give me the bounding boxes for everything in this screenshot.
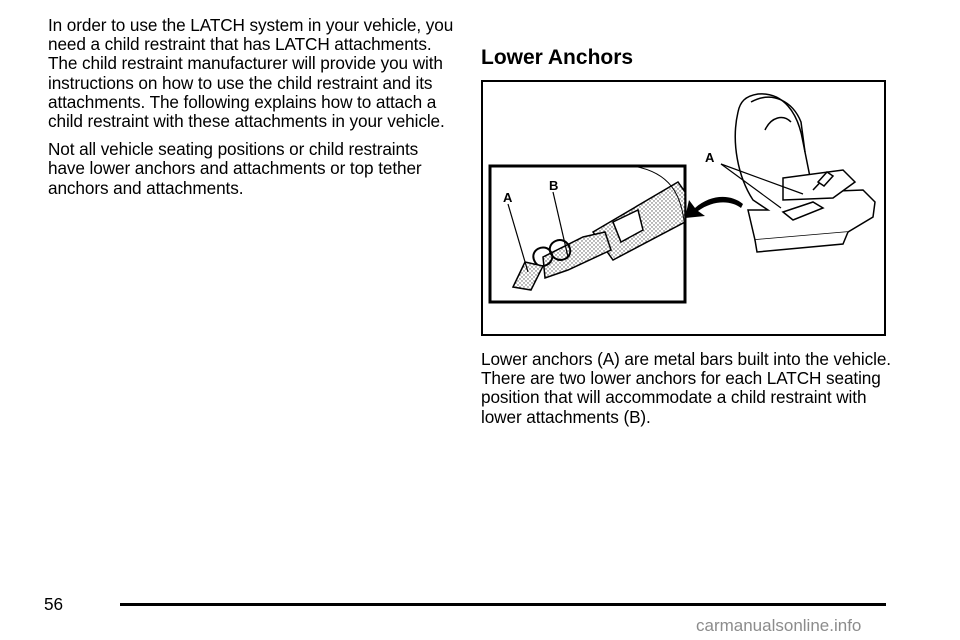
watermark: carmanualsonline.info xyxy=(696,616,862,635)
left-column xyxy=(48,16,458,207)
inset-label-b: B xyxy=(549,178,559,193)
seat-label-a: A xyxy=(705,150,715,165)
section-heading: Lower Anchors xyxy=(481,46,634,69)
direction-arrow xyxy=(685,197,743,218)
lower-anchors-illustration xyxy=(481,80,886,336)
inset-label-a: A xyxy=(503,190,513,205)
page-number: 56 xyxy=(44,594,64,614)
latch-intro-paragraph: In order to use the LATCH system in your vehicle, you need a child restraint that has LATCH attachments. The child restraint manufacturer will provide you with instructions on how to use the child restraint and its attachments. The following explains how to attach a child restraint with these attachments in your vehicle. xyxy=(48,15,454,132)
anchor-closeup-inset xyxy=(490,166,685,302)
latch-availability-paragraph: Not all vehicle seating positions or child restraints have lower anchors and attachments or top tether anchors and attachments. xyxy=(48,139,422,198)
latch-diagram xyxy=(483,82,884,334)
vehicle-seat xyxy=(735,94,875,252)
lower-anchors-description: Lower anchors (A) are metal bars built into the vehicle. There are two lower anchors for each LATCH seating position that will accommodate a child restraint with lower attachments (B). xyxy=(481,349,891,427)
footer-rule xyxy=(120,603,886,606)
